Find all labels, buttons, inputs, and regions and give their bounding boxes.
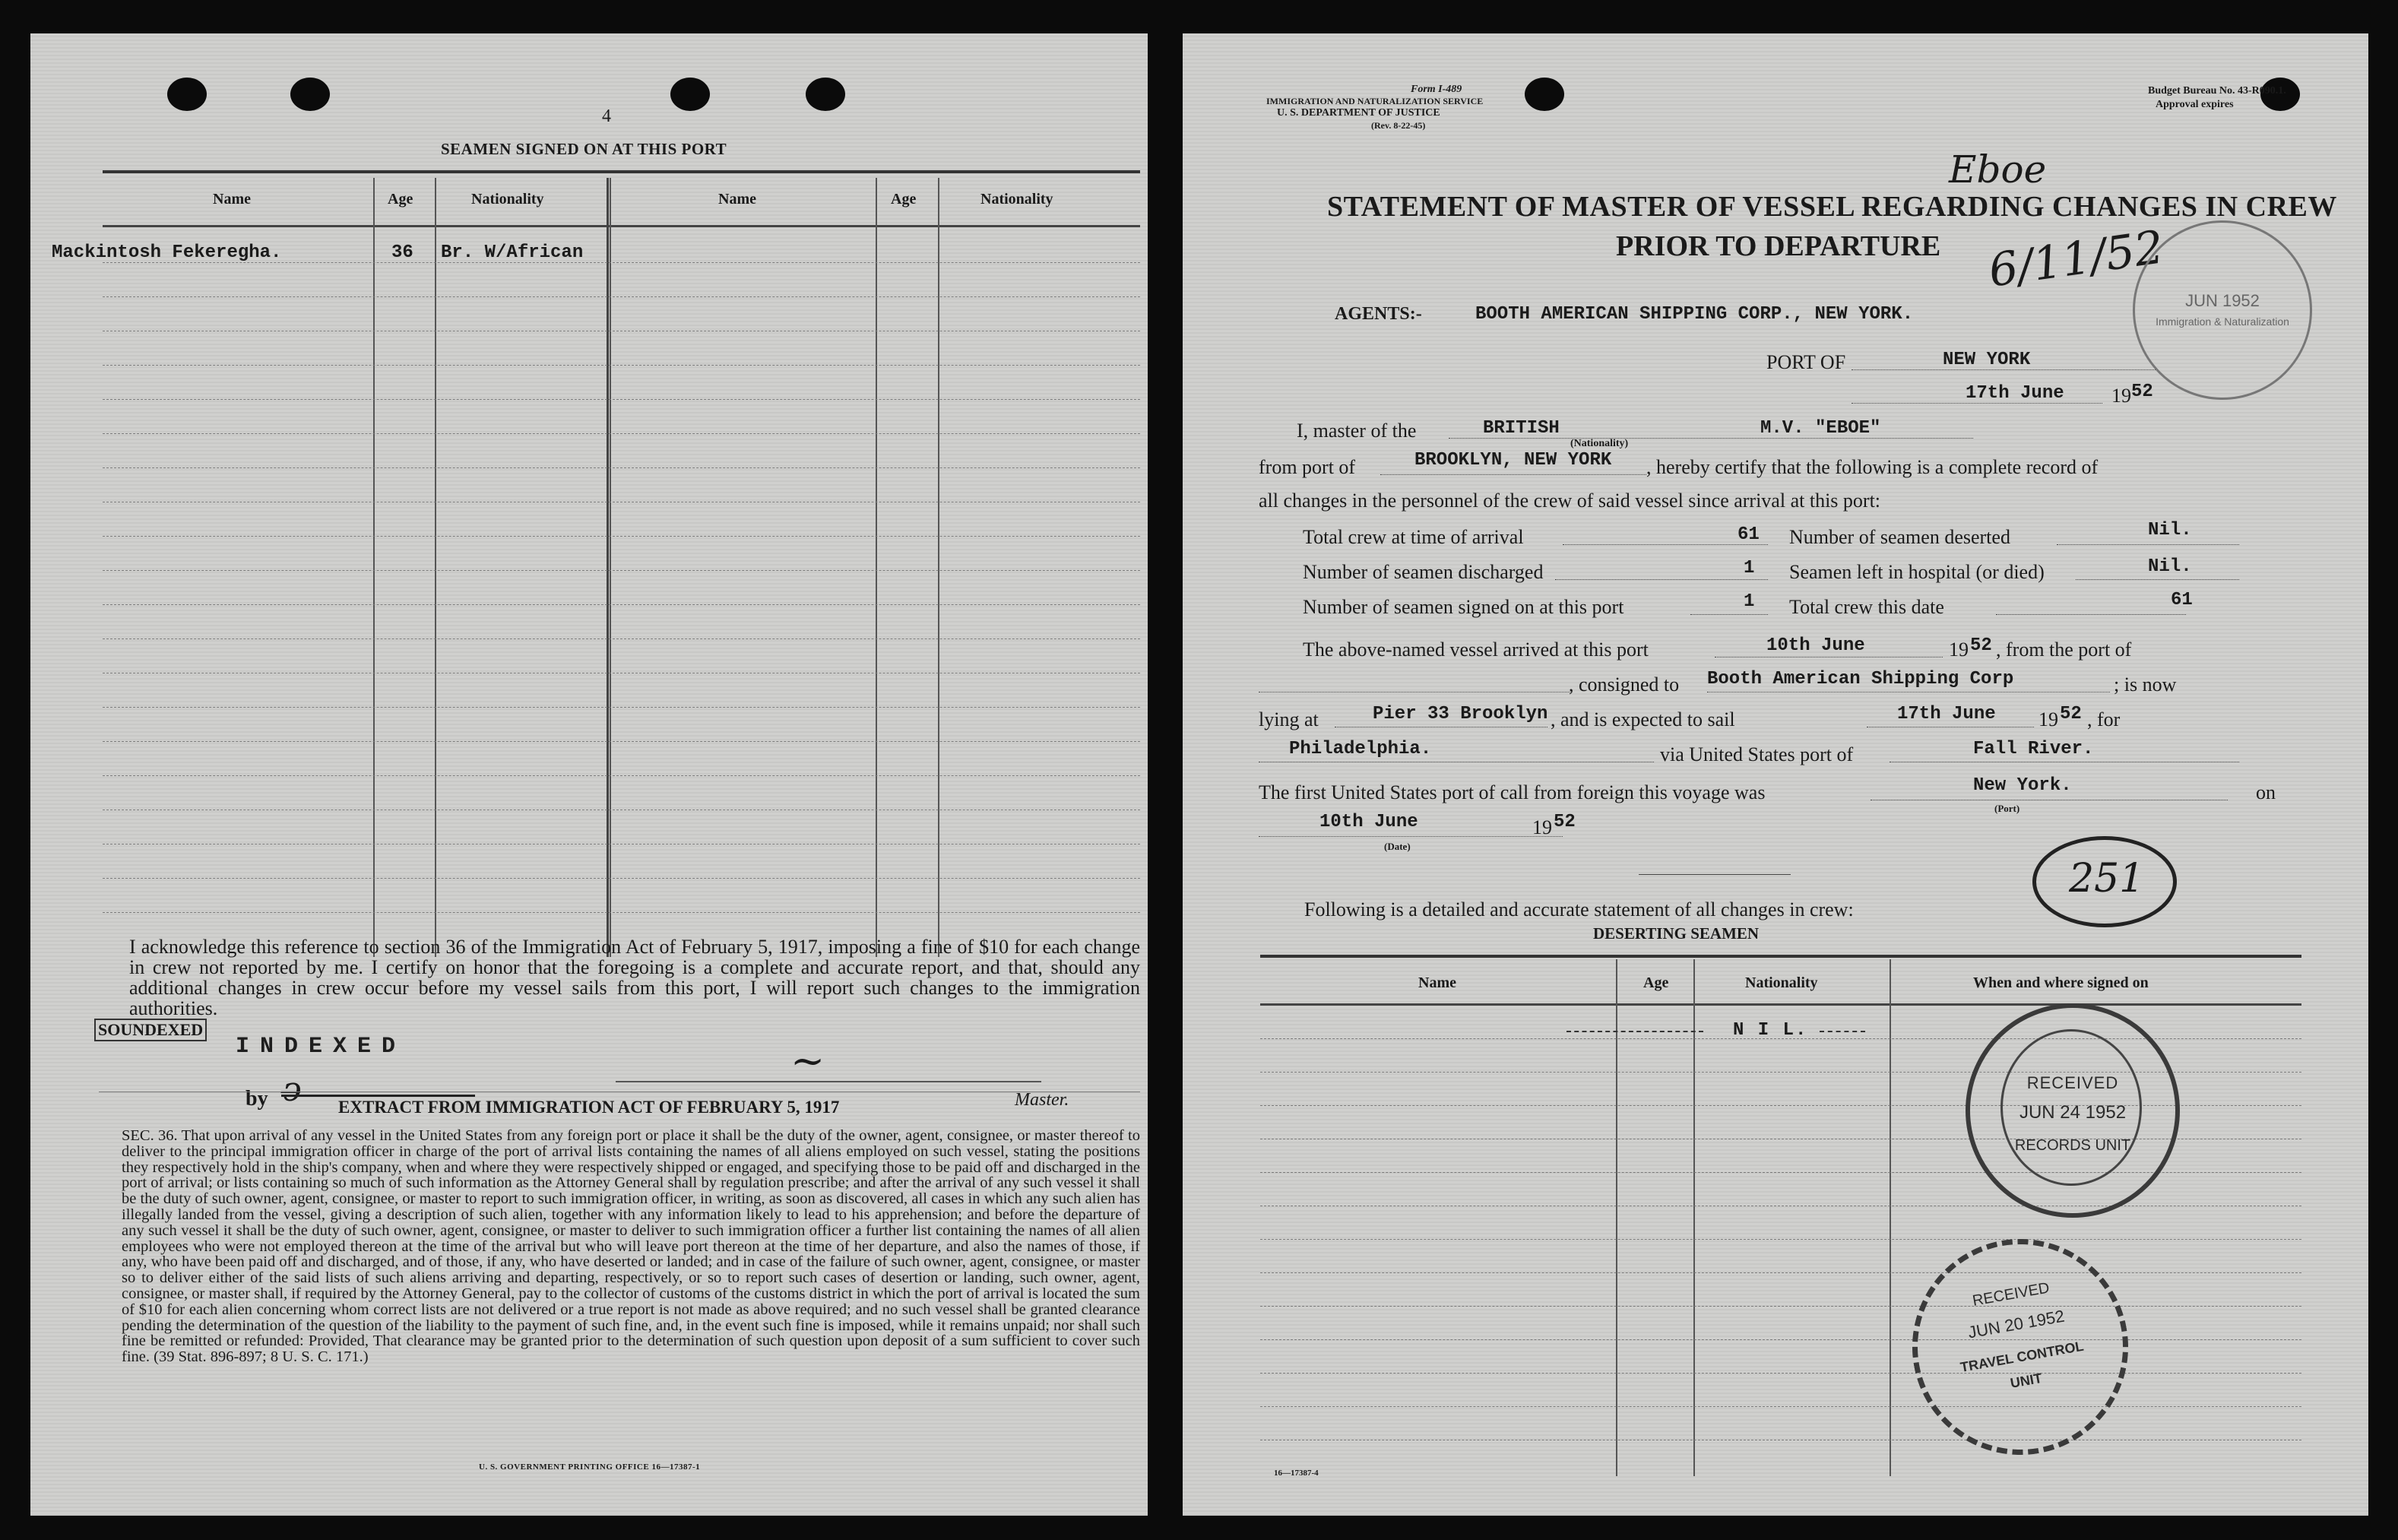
left-page	[30, 33, 1148, 1516]
col-header-name: Name	[213, 191, 251, 208]
vessel-nationality: BRITISH	[1483, 418, 1560, 439]
agents-value: BOOTH AMERICAN SHIPPING CORP., NEW YORK.	[1475, 304, 1914, 325]
indexed-stamp: INDEXED	[236, 1034, 407, 1060]
port-of-value: NEW YORK	[1943, 350, 2031, 370]
hospital-count: Nil.	[2148, 556, 2192, 577]
deserting-nil: N I L.	[1733, 1020, 1808, 1041]
destination: Philadelphia.	[1289, 739, 1432, 759]
master-of-label: I, master of the	[1297, 420, 1417, 442]
soundexed-stamp: SOUNDEXED	[94, 1019, 207, 1041]
agency-line-1: IMMIGRATION AND NATURALIZATION SERVICE	[1266, 96, 1484, 106]
punch-hole	[290, 78, 330, 111]
report-year-prefix: 19	[2111, 385, 2131, 407]
deserting-title: DESERTING SEAMEN	[1593, 924, 1760, 943]
total-today-count: 61	[2171, 590, 2193, 610]
following-label: Following is a detailed and accurate statement of all changes in crew:	[1304, 898, 1854, 921]
certify-text: , hereby certify that the following is a complete record of	[1646, 456, 2099, 478]
certify-text-2: all changes in the personnel of the crew of said vessel since arrival at this port:	[1259, 490, 1881, 512]
total-crew-arrival-label: Total crew at time of arrival	[1303, 526, 1524, 548]
desert-col-name: Name	[1418, 974, 1456, 991]
form-title-line-1: STATEMENT OF MASTER OF VESSEL REGARDING CHANGES IN CREW	[1327, 191, 2337, 223]
via-label: via United States port of	[1660, 743, 1854, 765]
punch-hole	[167, 78, 207, 111]
section-title: SEAMEN SIGNED ON AT THIS PORT	[441, 140, 727, 158]
report-year: 52	[2131, 382, 2153, 402]
form-title-line-2: PRIOR TO DEPARTURE	[1616, 230, 1941, 262]
consigned-value: Booth American Shipping Corp	[1707, 669, 2014, 689]
indexed-by: by	[246, 1087, 268, 1111]
deserted-count: Nil.	[2148, 520, 2192, 540]
for-label: , for	[2087, 708, 2121, 730]
received-records-stamp: RECEIVED JUN 24 1952 RECORDS UNIT	[1966, 1003, 2180, 1218]
via-value: Fall River.	[1973, 739, 2094, 759]
arrived-year: 52	[1970, 635, 1992, 656]
from-port-value: BROOKLYN, NEW YORK	[1414, 450, 1612, 471]
port-of-label: PORT OF	[1766, 351, 1846, 373]
date-caption: (Date)	[1384, 841, 1411, 852]
punch-hole	[1525, 78, 1564, 111]
desert-col-nationality: Nationality	[1745, 974, 1818, 991]
seaman-age: 36	[391, 242, 413, 263]
seaman-nationality: Br. W/African	[441, 242, 584, 263]
signed-on-count: 1	[1744, 591, 1755, 612]
port-caption: (Port)	[1994, 803, 2020, 814]
master-label: Master.	[1015, 1090, 1069, 1110]
from-port-label: from port of	[1259, 456, 1356, 478]
punch-hole	[670, 78, 710, 111]
extract-title: EXTRACT FROM IMMIGRATION ACT OF FEBRUARY 5, 1917	[338, 1098, 840, 1117]
is-now-label: ; is now	[2114, 673, 2177, 696]
vessel-name: M.V. "EBOE"	[1760, 418, 1881, 439]
master-signature: ~	[790, 1037, 825, 1085]
lying-at-value: Pier 33 Brooklyn	[1373, 704, 1548, 724]
form-revision: (Rev. 8-22-45)	[1371, 120, 1426, 131]
arrived-label: The above-named vessel arrived at this port	[1303, 638, 1649, 661]
nationality-caption: (Nationality)	[1570, 438, 1629, 449]
deserted-label: Number of seamen deserted	[1789, 526, 2010, 548]
lying-at-label: lying at	[1259, 708, 1319, 730]
sail-year: 52	[2060, 704, 2082, 724]
discharged-label: Number of seamen discharged	[1303, 561, 1544, 583]
statute-text: SEC. 36. That upon arrival of any vessel in the United States from any foreign port or place it shall be the duty of the owner, agent, consignee, or master thereof to deliver to the principal immigration officer in charge of the port of arrival lists containing the names of all aliens employed on such vessel, stating the positions they respectively hold in the ship's company, when and where they were respectively shipped or engaged, and specifying those to be paid off and discharged in the port of arrival; or lists containing so much of such information as the Attorney General shall by regulation prescribe; and after the arrival of any such vessel it shall be the duty of such owner, agent, consignee, or master to report to such immigration officer, in writing, as soon as discovered, all cases in which any such alien has illegally landed from the vessel, giving a description of such alien, together with any information likely to lead to his apprehension; and before the departure of any such vessel it shall be the duty of such owner, agent, consignee, or master to deliver to such immigration officer a further list containing the names of all alien employees who were not employed thereon at the time of the arrival but who will leave port thereon at the time of her departure, and also the names of those, if any, who have been paid off and discharged, and of those, if any, who have deserted or landed; and in case of the failure of such owner, agent, consignee, or master so to deliver either of the said lists of such aliens arriving and departing, respectively, or so to report such cases of desertion or landing, such owner, agent, consignee, or master shall, if required by the Attorney General, pay to the collector of customs of the customs district in which the port of arrival is located the sum of $10 for each alien concerning whom correct lists are not delivered or a true report is not made as above required; and no such vessel shall be granted clearance pending the determination of the question of the liability to the payment of such fine, and, in the event such fine is imposed, while it remains unpaid; nor shall such fine be remitted or refunded: Provided, That clearance may be granted prior to the determination of such question upon deposit of a sum sufficient to cover such fine. (39 Stat. 896-897; 8 U. S. C. 171.)	[122, 1127, 1140, 1366]
desert-col-age: Age	[1643, 974, 1669, 991]
right-printer-line: 16—17387-4	[1274, 1469, 1319, 1478]
col-header-name-2: Name	[718, 191, 756, 208]
signed-on-label: Number of seamen signed on at this port	[1303, 596, 1624, 618]
agents-label: AGENTS:-	[1335, 304, 1422, 324]
budget-number: Budget Bureau No. 43-R090.1.	[2148, 85, 2286, 97]
handwritten-vessel-name: Eboe	[1949, 147, 2047, 192]
first-port-value: New York.	[1973, 775, 2072, 796]
col-header-age-2: Age	[891, 191, 917, 208]
from-port-of-label: , from the port of	[1996, 638, 2132, 661]
col-header-nationality: Nationality	[471, 191, 544, 208]
col-header-age: Age	[388, 191, 413, 208]
arrived-date: 10th June	[1766, 635, 1865, 656]
form-id: Form I-489	[1411, 84, 1462, 95]
first-year: 52	[1554, 812, 1576, 832]
handwritten-date: 6/11/52	[1985, 220, 2168, 298]
travel-control-stamp: RECEIVED JUN 20 1952 TRAVEL CONTROL UNIT	[1895, 1222, 2145, 1472]
discharged-count: 1	[1744, 558, 1755, 578]
sail-date: 17th June	[1897, 704, 1996, 724]
on-label: on	[2256, 781, 2276, 803]
agency-line-2: U. S. DEPARTMENT OF JUSTICE	[1277, 107, 1440, 119]
indexer-initials: ↄ̶	[283, 1070, 302, 1109]
col-header-nationality-2: Nationality	[980, 191, 1053, 208]
printer-line: U. S. GOVERNMENT PRINTING OFFICE 16—17387-1	[479, 1462, 701, 1472]
page-number: 4	[602, 106, 611, 126]
approval-line: Approval expires	[2156, 99, 2234, 110]
consigned-label: , consigned to	[1569, 673, 1680, 696]
punch-hole	[806, 78, 845, 111]
circled-number: 251	[2069, 856, 2145, 902]
naturalization-stamp: JUN 1952 Immigration & Naturalization	[2133, 220, 2312, 400]
desert-col-signed-on: When and where signed on	[1973, 974, 2149, 991]
total-today-label: Total crew this date	[1789, 596, 1944, 618]
seaman-name: Mackintosh Fekeregha.	[52, 242, 282, 263]
hospital-label: Seamen left in hospital (or died)	[1789, 561, 2045, 583]
first-port-label: The first United States port of call from foreign this voyage was	[1259, 781, 1766, 803]
report-date: 17th June	[1966, 383, 2064, 404]
first-date: 10th June	[1319, 812, 1418, 832]
right-page: Form I-489 IMMIGRATION AND NATURALIZATION SERVICE U. S. DEPARTMENT OF JUSTICE (Rev. 8-22-45) Budget Bureau No. 43-R090.1. Approval expires STATEMENT OF MASTER OF VESSEL REGARDING CHANGES IN CREW PRIOR TO DEPARTURE Eboe 6/11/52 AGENTS:- BOOTH AMERICAN SHIPPING CORP., NEW YORK. PORT OF NEW YORK 17th June 19 52 I, master of the BRITISH (Nationality) M.V. "EBOE" from port of BROOKLYN, NEW YORK , hereby certify that the following is a complete record of all changes in the personnel of the crew of said vessel since arrival at this port: Total crew at time of arrival 61 Number of seamen deserted Nil. Number of seamen discharged 1 Seamen left in hospital (or died) Nil. Number of seamen signed on at this port 1 Total crew this date 61 The above-named vessel arrived at this port 10th June 19 52 , from the port of , consigned to Booth American Shipping Corp ; is now lying at Pier 33 Brooklyn , and is expected to sail 17th June 19 52 , for Philadelphia. via United States port of Fall River. The first United States port of call from foreign this voyage was New York. (Port) on 10th June (Date) 19 52 251 Following is a detailed and accurate statement of all changes in crew: DESERTING SEAMEN Name Age Nationality When and where signed on N I L. RECEIVED JUN 24 1952 RECORDS UNIT RECEIVED JUN 20 1952 TRAVEL CONTROL UNIT JUN 1952 Immigration & Naturalization 16—17387-4	[1183, 33, 2368, 1516]
total-crew-arrival: 61	[1738, 524, 1760, 545]
acknowledgement-text: I acknowledge this reference to section 36 of the Immigration Act of February 5, 1917, imposing a fine of $10 for each change in crew not reported by me. I certify on honor that the foregoing is a complete and accurate report, and that, should any additional changes in crew occur before my vessel sails from this port, I will report such changes to the immigration authorities.	[129, 936, 1140, 1019]
expected-label: , and is expected to sail	[1551, 708, 1735, 730]
